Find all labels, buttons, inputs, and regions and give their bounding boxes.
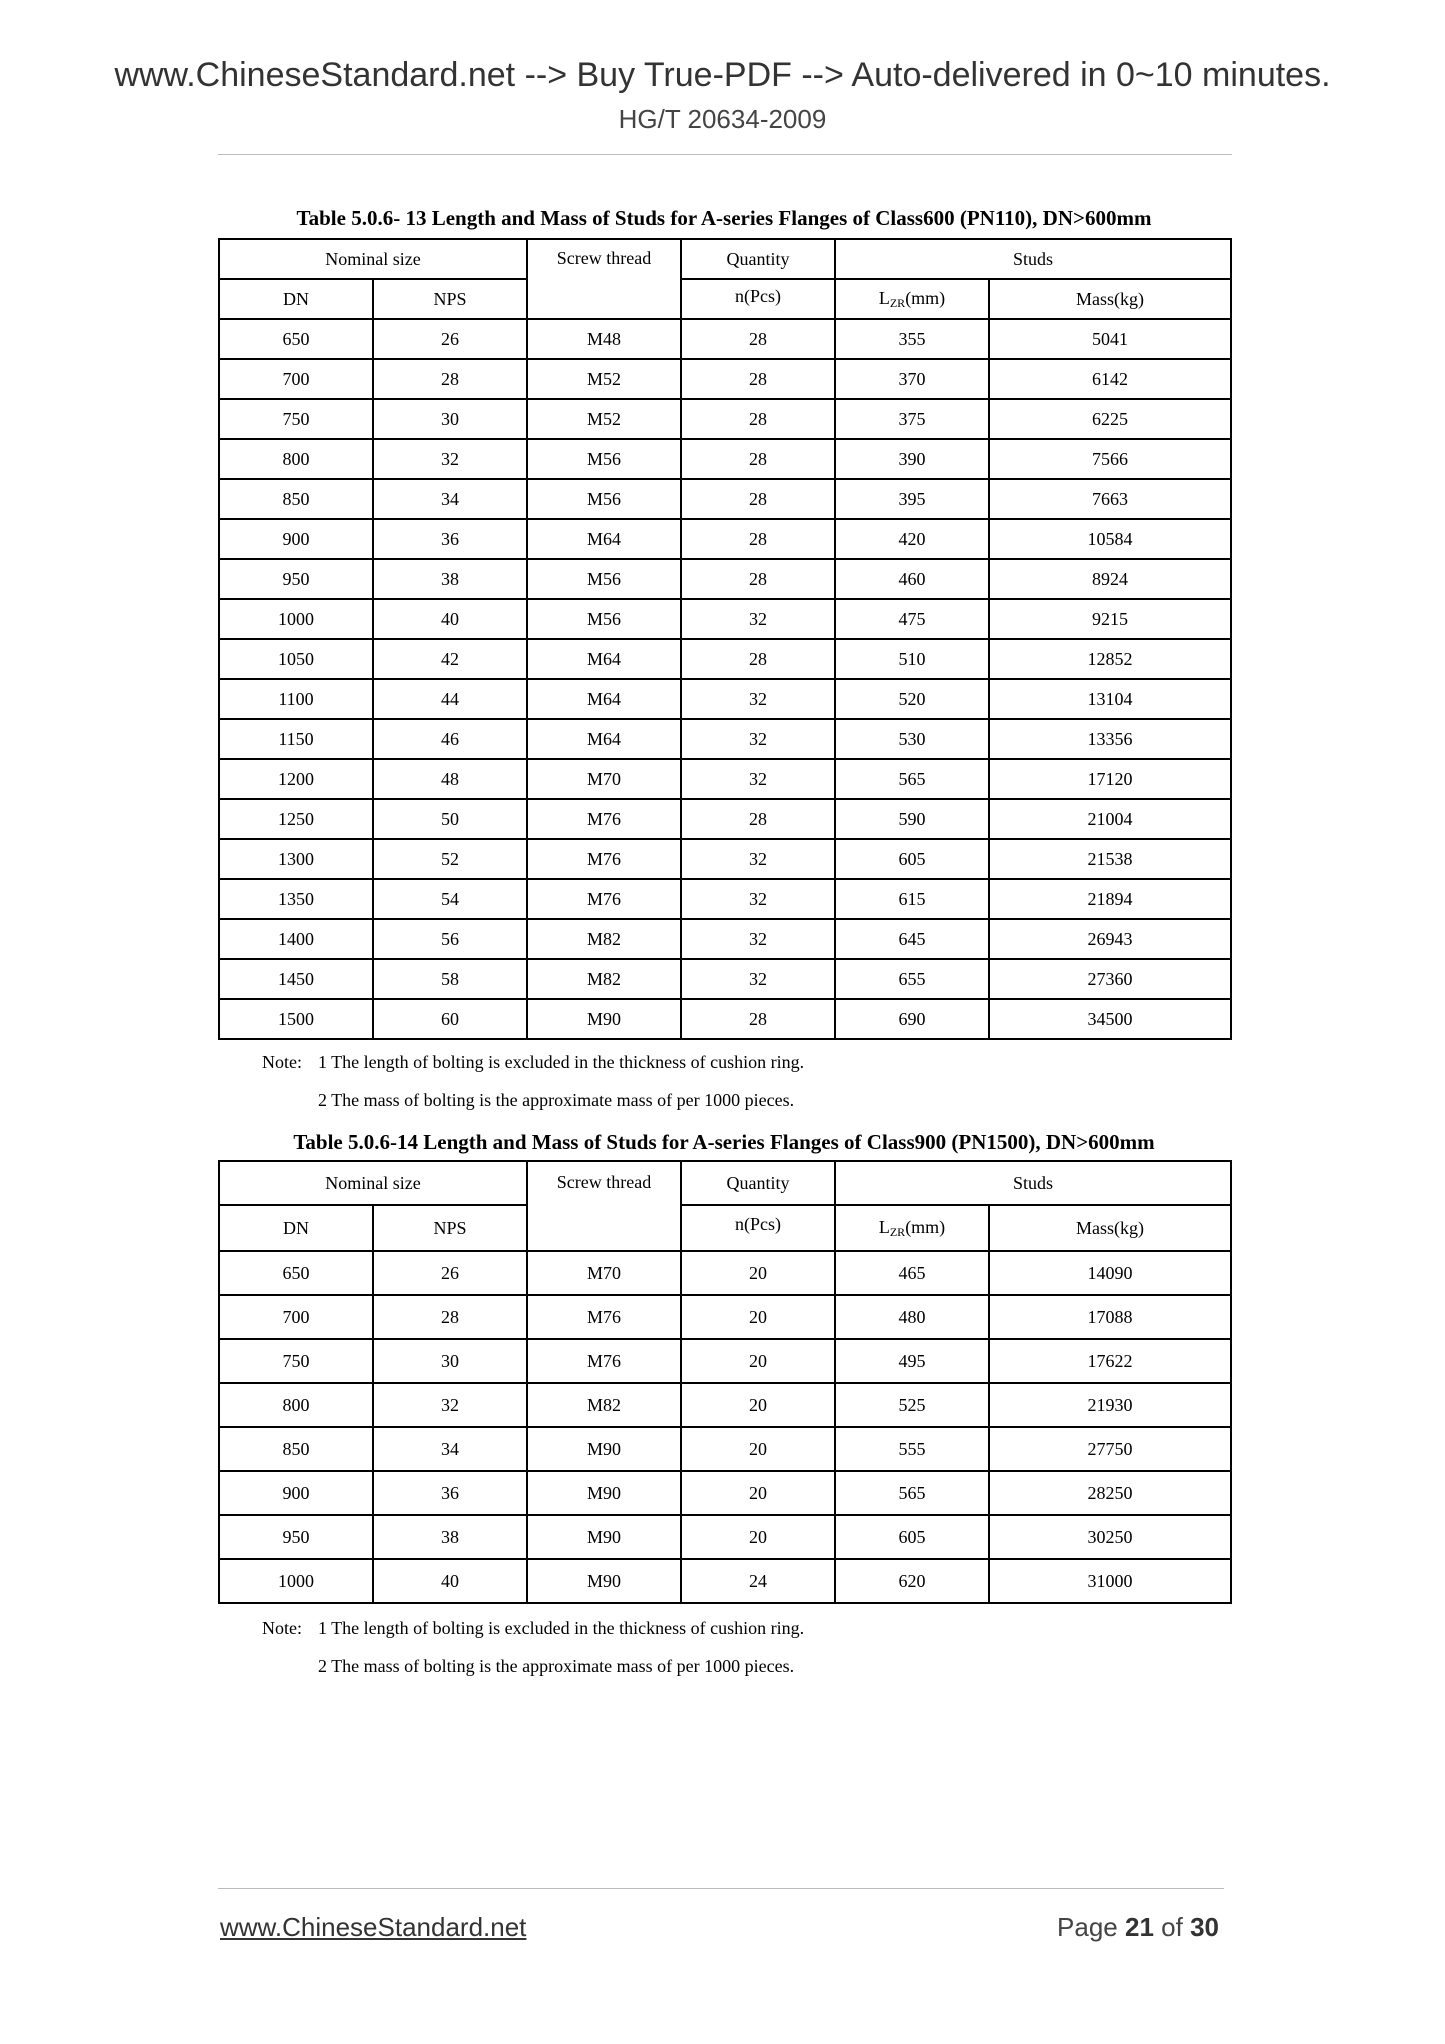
table-row <box>219 799 1231 839</box>
cell-dn: 1000 <box>219 1559 373 1603</box>
cell-thread: M90 <box>527 1427 681 1471</box>
table-row <box>219 999 1231 1039</box>
table-row <box>219 1251 1231 1295</box>
cell-length: 395 <box>835 479 989 519</box>
table-1-body <box>219 319 1231 1039</box>
cell-thread: M48 <box>527 319 681 359</box>
table-2-note-2: 2 The mass of bolting is the approximate mass of per 1000 pieces. <box>318 1656 795 1676</box>
cell-mass: 8924 <box>989 559 1231 599</box>
cell-quantity: 32 <box>681 719 835 759</box>
cell-quantity: 28 <box>681 479 835 519</box>
cell-nps: 30 <box>373 1339 527 1383</box>
cell-thread: M82 <box>527 1383 681 1427</box>
cell-quantity: 28 <box>681 359 835 399</box>
cell-dn: 1250 <box>219 799 373 839</box>
cell-mass: 17120 <box>989 759 1231 799</box>
cell-dn: 700 <box>219 1295 373 1339</box>
cell-quantity: 28 <box>681 319 835 359</box>
cell-dn: 750 <box>219 1339 373 1383</box>
cell-mass: 17088 <box>989 1295 1231 1339</box>
table-row <box>219 1515 1231 1559</box>
cell-mass: 21930 <box>989 1383 1231 1427</box>
cell-thread: M56 <box>527 479 681 519</box>
cell-mass: 13356 <box>989 719 1231 759</box>
footer-divider <box>218 1888 1224 1889</box>
cell-mass: 21894 <box>989 879 1231 919</box>
table-row <box>219 1339 1231 1383</box>
header-length <box>835 1205 989 1251</box>
cell-mass: 27360 <box>989 959 1231 999</box>
cell-thread: M56 <box>527 439 681 479</box>
cell-quantity: 28 <box>681 439 835 479</box>
cell-nps: 56 <box>373 919 527 959</box>
table-row <box>219 1295 1231 1339</box>
page-total: 30 <box>1190 1912 1219 1942</box>
table-row <box>219 559 1231 599</box>
cell-thread: M76 <box>527 1295 681 1339</box>
cell-dn: 1150 <box>219 719 373 759</box>
cell-dn: 1200 <box>219 759 373 799</box>
cell-nps: 32 <box>373 1383 527 1427</box>
cell-nps: 40 <box>373 599 527 639</box>
cell-nps: 46 <box>373 719 527 759</box>
cell-nps: 60 <box>373 999 527 1039</box>
cell-nps: 52 <box>373 839 527 879</box>
cell-quantity: 20 <box>681 1295 835 1339</box>
cell-nps: 28 <box>373 359 527 399</box>
cell-nps: 30 <box>373 399 527 439</box>
table-1-note-1: 1 The length of bolting is excluded in the thickness of cushion ring. <box>318 1052 805 1072</box>
length-subscript: ZR <box>889 295 906 310</box>
cell-length: 520 <box>835 679 989 719</box>
cell-length: 465 <box>835 1251 989 1295</box>
cell-length: 420 <box>835 519 989 559</box>
header-studs: Studs <box>835 239 1231 279</box>
table-row <box>219 599 1231 639</box>
cell-dn: 1400 <box>219 919 373 959</box>
header-nps: NPS <box>373 279 527 319</box>
cell-thread: M64 <box>527 639 681 679</box>
cell-thread: M76 <box>527 879 681 919</box>
table-row <box>219 879 1231 919</box>
cell-quantity: 28 <box>681 399 835 439</box>
table-row <box>219 439 1231 479</box>
cell-quantity: 28 <box>681 559 835 599</box>
table-1-title: Table 5.0.6- 13 Length and Mass of Studs for A-series Flanges of Class600 (PN110), DN>600mm <box>296 206 1152 230</box>
cell-nps: 32 <box>373 439 527 479</box>
cell-nps: 36 <box>373 1471 527 1515</box>
table-row <box>219 839 1231 879</box>
cell-mass: 6225 <box>989 399 1231 439</box>
cell-nps: 42 <box>373 639 527 679</box>
length-subscript: ZR <box>889 1224 906 1239</box>
header-n-pcs: n(Pcs) <box>681 279 835 319</box>
header-divider <box>218 154 1232 155</box>
table-2-note-1: 1 The length of bolting is excluded in the thickness of cushion ring. <box>318 1618 805 1638</box>
cell-mass: 10584 <box>989 519 1231 559</box>
cell-thread: M90 <box>527 999 681 1039</box>
cell-thread: M90 <box>527 1471 681 1515</box>
cell-dn: 1050 <box>219 639 373 679</box>
cell-dn: 950 <box>219 1515 373 1559</box>
cell-mass: 34500 <box>989 999 1231 1039</box>
cell-length: 390 <box>835 439 989 479</box>
cell-thread: M64 <box>527 519 681 559</box>
cell-nps: 48 <box>373 759 527 799</box>
table-row <box>219 919 1231 959</box>
cell-dn: 800 <box>219 1383 373 1427</box>
cell-thread: M90 <box>527 1515 681 1559</box>
header-screw-thread: Screw thread <box>527 239 681 319</box>
cell-quantity: 20 <box>681 1427 835 1471</box>
cell-length: 555 <box>835 1427 989 1471</box>
table-1-note-label: Note: <box>262 1052 302 1072</box>
cell-mass: 7663 <box>989 479 1231 519</box>
table-2-note-label: Note: <box>262 1618 302 1638</box>
header-quantity: Quantity <box>681 1161 835 1205</box>
cell-quantity: 28 <box>681 519 835 559</box>
cell-quantity: 32 <box>681 839 835 879</box>
cell-quantity: 32 <box>681 759 835 799</box>
cell-thread: M56 <box>527 559 681 599</box>
banner-text: www.ChineseStandard.net --> Buy True-PDF --> Auto-delivered in 0~10 minutes. <box>114 56 1331 94</box>
cell-quantity: 32 <box>681 879 835 919</box>
page-prefix: Page <box>1057 1912 1118 1942</box>
table-1 <box>218 238 1232 1040</box>
cell-nps: 50 <box>373 799 527 839</box>
table-row <box>219 959 1231 999</box>
cell-length: 460 <box>835 559 989 599</box>
cell-thread: M56 <box>527 599 681 639</box>
page-number: 21 <box>1125 1912 1154 1942</box>
page-of: of <box>1161 1912 1183 1942</box>
header-nps: NPS <box>373 1205 527 1251</box>
length-symbol: L <box>878 287 890 308</box>
cell-mass: 21538 <box>989 839 1231 879</box>
cell-dn: 950 <box>219 559 373 599</box>
cell-nps: 26 <box>373 319 527 359</box>
cell-quantity: 20 <box>681 1471 835 1515</box>
table-2 <box>218 1160 1232 1604</box>
table-row <box>219 359 1231 399</box>
cell-quantity: 20 <box>681 1339 835 1383</box>
table-row <box>219 1383 1231 1427</box>
table-row <box>219 1559 1231 1603</box>
cell-mass: 28250 <box>989 1471 1231 1515</box>
cell-length: 510 <box>835 639 989 679</box>
cell-thread: M64 <box>527 679 681 719</box>
cell-mass: 26943 <box>989 919 1231 959</box>
cell-thread: M76 <box>527 839 681 879</box>
cell-thread: M82 <box>527 959 681 999</box>
cell-dn: 900 <box>219 1471 373 1515</box>
cell-dn: 850 <box>219 1427 373 1471</box>
cell-length: 565 <box>835 1471 989 1515</box>
cell-length: 525 <box>835 1383 989 1427</box>
cell-quantity: 32 <box>681 959 835 999</box>
cell-length: 690 <box>835 999 989 1039</box>
cell-mass: 21004 <box>989 799 1231 839</box>
length-unit: (mm) <box>905 287 946 308</box>
table-row <box>219 759 1231 799</box>
cell-quantity: 32 <box>681 919 835 959</box>
cell-nps: 34 <box>373 479 527 519</box>
cell-mass: 5041 <box>989 319 1231 359</box>
cell-thread: M82 <box>527 919 681 959</box>
cell-mass: 13104 <box>989 679 1231 719</box>
cell-dn: 700 <box>219 359 373 399</box>
cell-nps: 40 <box>373 1559 527 1603</box>
cell-thread: M64 <box>527 719 681 759</box>
table-row <box>219 719 1231 759</box>
cell-nps: 44 <box>373 679 527 719</box>
cell-length: 355 <box>835 319 989 359</box>
cell-nps: 36 <box>373 519 527 559</box>
cell-length: 615 <box>835 879 989 919</box>
cell-nps: 34 <box>373 1427 527 1471</box>
cell-quantity: 32 <box>681 679 835 719</box>
cell-dn: 1500 <box>219 999 373 1039</box>
cell-length: 475 <box>835 599 989 639</box>
header-mass: Mass(kg) <box>989 279 1231 319</box>
table-row <box>219 399 1231 439</box>
length-symbol: L <box>878 1216 890 1237</box>
cell-dn: 1450 <box>219 959 373 999</box>
cell-length: 655 <box>835 959 989 999</box>
cell-nps: 38 <box>373 559 527 599</box>
cell-length: 565 <box>835 759 989 799</box>
cell-nps: 54 <box>373 879 527 919</box>
cell-dn: 1300 <box>219 839 373 879</box>
cell-length: 645 <box>835 919 989 959</box>
header-dn: DN <box>219 1205 373 1251</box>
cell-thread: M76 <box>527 1339 681 1383</box>
header-screw-thread: Screw thread <box>527 1161 681 1251</box>
cell-quantity: 28 <box>681 799 835 839</box>
cell-thread: M70 <box>527 759 681 799</box>
table-row <box>219 319 1231 359</box>
table-2-title: Table 5.0.6-14 Length and Mass of Studs for A-series Flanges of Class900 (PN1500), DN>600mm <box>293 1130 1155 1154</box>
cell-dn: 650 <box>219 1251 373 1295</box>
cell-nps: 26 <box>373 1251 527 1295</box>
cell-mass: 6142 <box>989 359 1231 399</box>
cell-thread: M70 <box>527 1251 681 1295</box>
cell-mass: 14090 <box>989 1251 1231 1295</box>
page-indicator <box>1057 1912 1219 1943</box>
cell-length: 620 <box>835 1559 989 1603</box>
cell-mass: 27750 <box>989 1427 1231 1471</box>
header-dn: DN <box>219 279 373 319</box>
cell-dn: 1100 <box>219 679 373 719</box>
cell-nps: 58 <box>373 959 527 999</box>
cell-length: 480 <box>835 1295 989 1339</box>
cell-mass: 30250 <box>989 1515 1231 1559</box>
header-nominal-size: Nominal size <box>219 239 527 279</box>
cell-dn: 650 <box>219 319 373 359</box>
header-quantity: Quantity <box>681 239 835 279</box>
cell-thread: M90 <box>527 1559 681 1603</box>
cell-nps: 28 <box>373 1295 527 1339</box>
cell-length: 375 <box>835 399 989 439</box>
cell-quantity: 20 <box>681 1515 835 1559</box>
document-code: HG/T 20634-2009 <box>618 104 827 134</box>
cell-dn: 850 <box>219 479 373 519</box>
header-nominal-size: Nominal size <box>219 1161 527 1205</box>
cell-quantity: 20 <box>681 1383 835 1427</box>
cell-thread: M52 <box>527 359 681 399</box>
cell-length: 605 <box>835 839 989 879</box>
table-row <box>219 1471 1231 1515</box>
cell-length: 495 <box>835 1339 989 1383</box>
table-2-body <box>219 1251 1231 1603</box>
cell-length: 370 <box>835 359 989 399</box>
cell-quantity: 32 <box>681 599 835 639</box>
table-row <box>219 639 1231 679</box>
cell-mass: 7566 <box>989 439 1231 479</box>
header-n-pcs: n(Pcs) <box>681 1205 835 1251</box>
cell-quantity: 28 <box>681 639 835 679</box>
cell-dn: 750 <box>219 399 373 439</box>
header-studs: Studs <box>835 1161 1231 1205</box>
cell-quantity: 28 <box>681 999 835 1039</box>
table-row <box>219 519 1231 559</box>
cell-thread: M76 <box>527 799 681 839</box>
header-length <box>835 279 989 319</box>
footer-site-link[interactable]: www.ChineseStandard.net <box>220 1912 527 1942</box>
cell-nps: 38 <box>373 1515 527 1559</box>
cell-length: 605 <box>835 1515 989 1559</box>
cell-mass: 31000 <box>989 1559 1231 1603</box>
table-row <box>219 1427 1231 1471</box>
cell-thread: M52 <box>527 399 681 439</box>
header-mass: Mass(kg) <box>989 1205 1231 1251</box>
table-row <box>219 679 1231 719</box>
cell-dn: 800 <box>219 439 373 479</box>
cell-length: 590 <box>835 799 989 839</box>
cell-dn: 1000 <box>219 599 373 639</box>
cell-quantity: 24 <box>681 1559 835 1603</box>
cell-quantity: 20 <box>681 1251 835 1295</box>
cell-length: 530 <box>835 719 989 759</box>
cell-mass: 12852 <box>989 639 1231 679</box>
table-1-note-2: 2 The mass of bolting is the approximate mass of per 1000 pieces. <box>318 1090 795 1110</box>
table-row <box>219 479 1231 519</box>
length-unit: (mm) <box>905 1216 946 1237</box>
cell-mass: 17622 <box>989 1339 1231 1383</box>
cell-mass: 9215 <box>989 599 1231 639</box>
cell-dn: 1350 <box>219 879 373 919</box>
cell-dn: 900 <box>219 519 373 559</box>
